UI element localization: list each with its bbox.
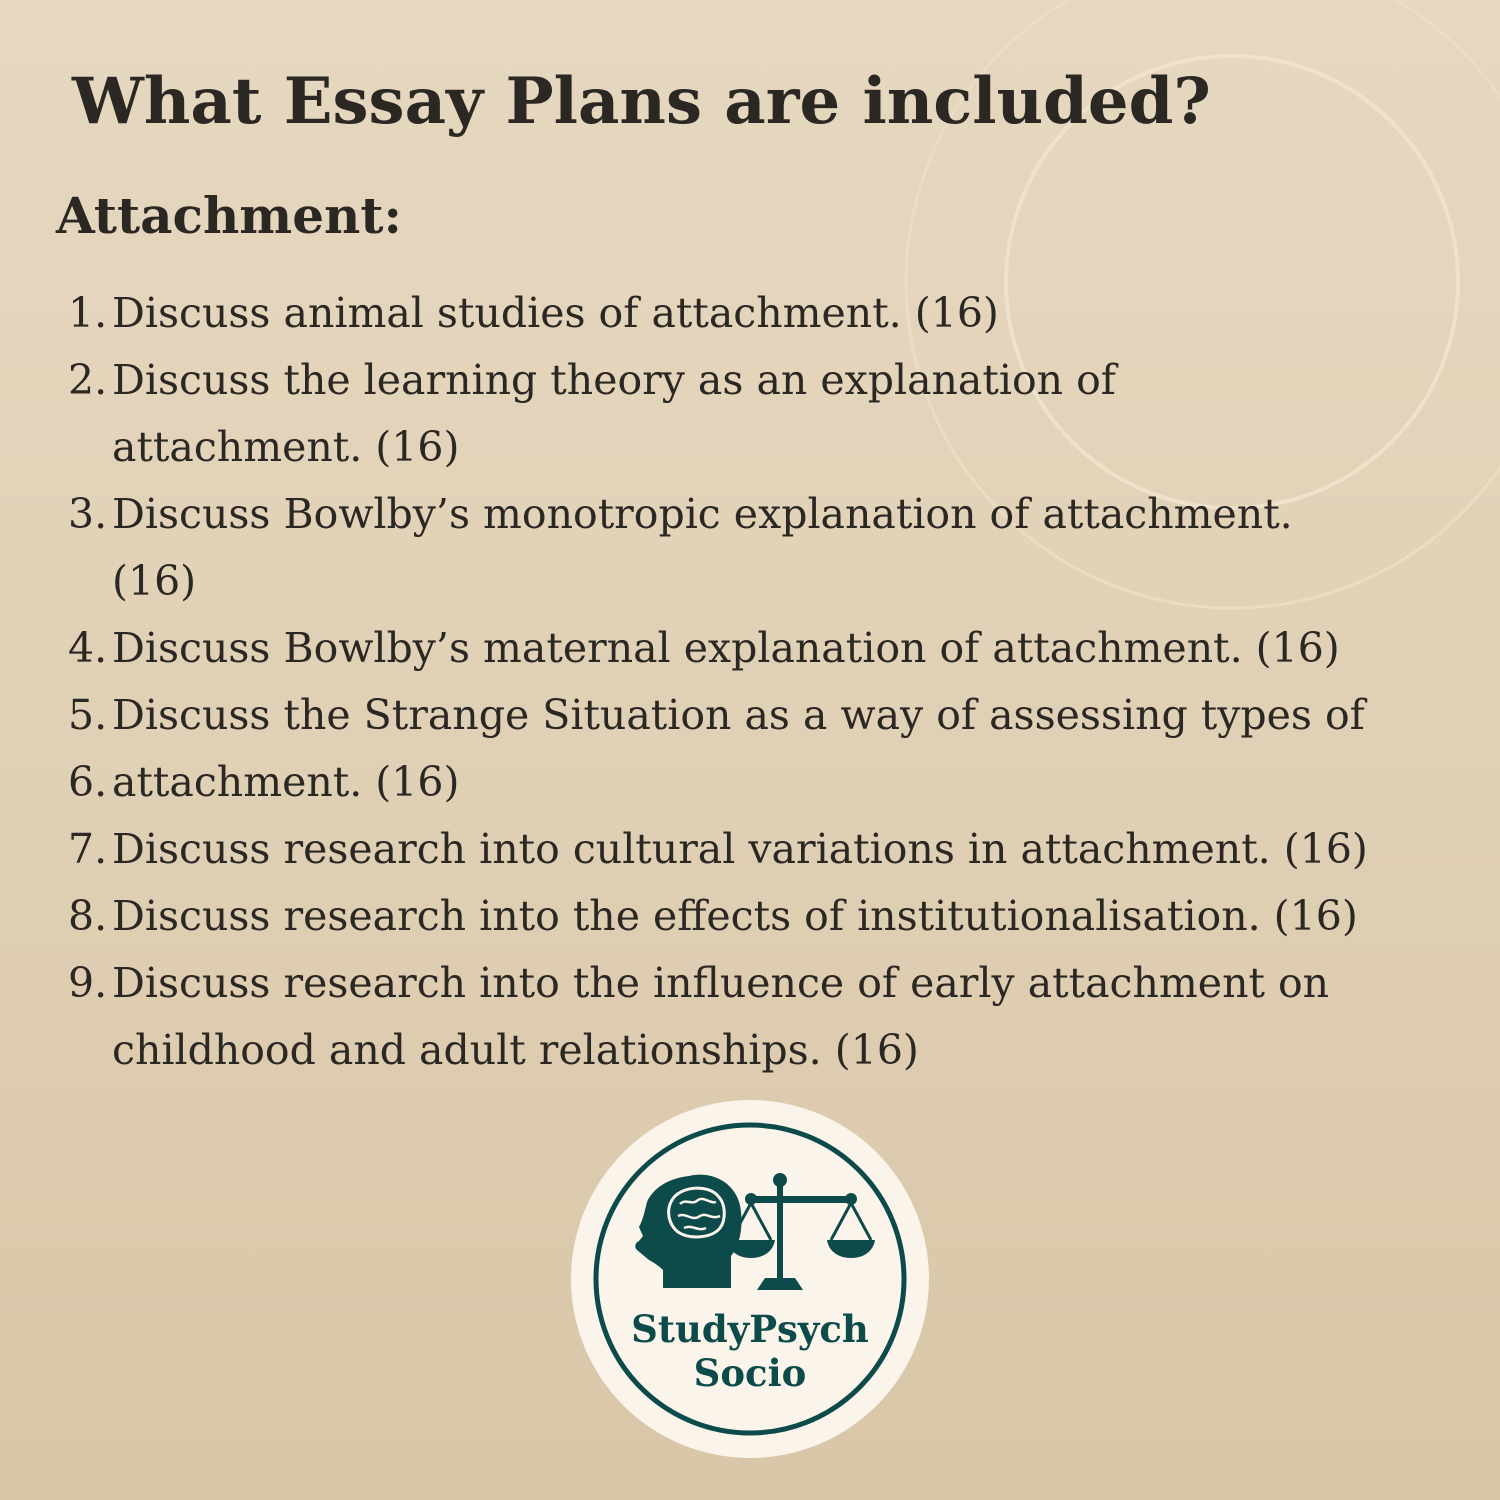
- essay-plan-item: [0, 347, 1500, 481]
- essay-plan-item: [0, 816, 1500, 883]
- item-text-line: Discuss research into the influence of early attachment on: [112, 959, 1330, 1007]
- item-number: 4.: [68, 624, 108, 672]
- essay-plan-item: [0, 883, 1500, 950]
- item-number: 8.: [68, 892, 108, 940]
- item-number: 5.: [68, 691, 108, 739]
- logo-background: [571, 1100, 929, 1458]
- item-text-line: Discuss Bowlby’s monotropic explanation of attachment.: [112, 490, 1293, 538]
- essay-plan-item: [0, 682, 1500, 749]
- item-number: 6.: [68, 758, 108, 806]
- item-text-line: Discuss Bowlby’s maternal explanation of attachment. (16): [112, 624, 1340, 672]
- item-text-line: attachment. (16): [112, 423, 460, 471]
- essay-plan-list: [0, 280, 1500, 1100]
- essay-plan-item: [0, 481, 1500, 615]
- essay-plan-item: [0, 749, 1500, 816]
- item-text-line: (16): [112, 557, 197, 605]
- page-title: What Essay Plans are included?: [72, 64, 1211, 139]
- essay-plan-item: [0, 280, 1500, 347]
- item-text-line: Discuss research into the effects of institutionalisation. (16): [112, 892, 1358, 940]
- item-text-line: Discuss the learning theory as an explanation of: [112, 356, 1116, 404]
- logo-text-line1: StudyPsych: [631, 1307, 869, 1351]
- item-number: 2.: [68, 356, 108, 404]
- item-number: 9.: [68, 959, 108, 1007]
- item-text-line: attachment. (16): [112, 758, 460, 806]
- section-heading: Attachment:: [56, 186, 402, 245]
- item-text-line: Discuss animal studies of attachment. (16): [112, 289, 999, 337]
- item-text-line: childhood and adult relationships. (16): [112, 1026, 919, 1074]
- essay-plan-item: [0, 950, 1500, 1084]
- logo-text-line2: Socio: [693, 1351, 807, 1395]
- essay-plan-item: [0, 615, 1500, 682]
- item-number: 1.: [68, 289, 108, 337]
- item-text-line: Discuss the Strange Situation as a way of assessing types of: [112, 691, 1365, 739]
- item-text-line: Discuss research into cultural variations in attachment. (16): [112, 825, 1368, 873]
- item-number: 7.: [68, 825, 108, 873]
- item-number: 3.: [68, 490, 108, 538]
- studypsych-logo: [571, 1100, 929, 1458]
